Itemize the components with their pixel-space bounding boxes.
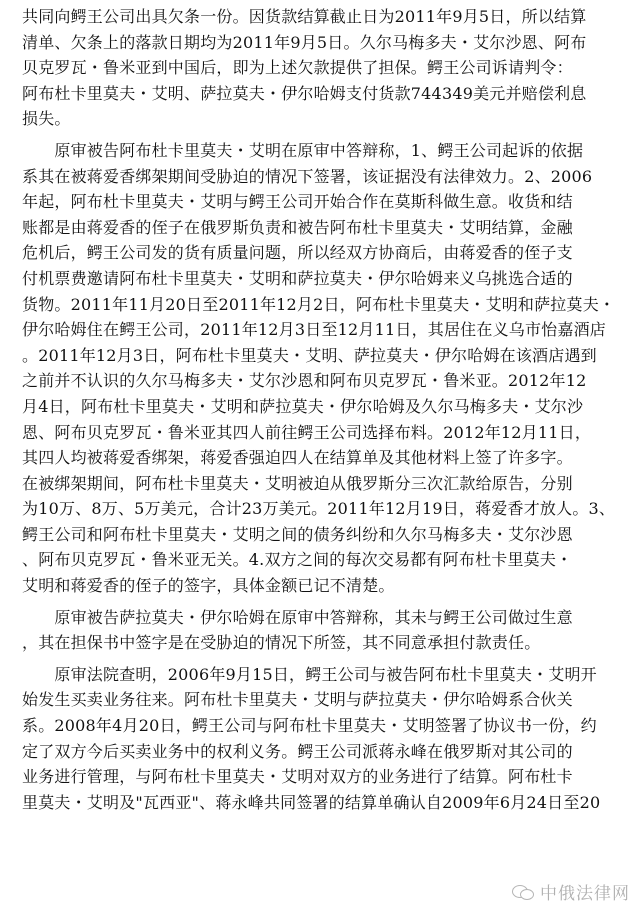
text-line: 恩、阿布贝克罗瓦・鲁米亚其四人前往鳄王公司选择布料。2012年12月11日， (22, 422, 592, 442)
text-line: 年起，阿布杜卡里莫夫・艾明与鳄王公司开始合作在莫斯科做生意。收货和结 (22, 192, 573, 212)
watermark-text: 中俄法律网 (540, 884, 630, 904)
text-line: 在被绑架期间，阿布杜卡里莫夫・艾明被迫从俄罗斯分三次汇款给原告，分别 (22, 473, 573, 493)
text-line: ，其在担保书中签字是在受胁迫的情况下所签，其不同意承担付款责任。 (22, 633, 541, 653)
document-body (22, 4, 622, 815)
text-line: 定了双方今后买卖业务中的权利义务。鳄王公司派蒋永峰在俄罗斯对其公司的 (22, 741, 573, 761)
text-line: 付机票费邀请阿布杜卡里莫夫・艾明和萨拉莫夫・伊尔哈姆来义乌挑选合适的 (22, 268, 573, 288)
text-line: 账都是由蒋爱香的侄子在俄罗斯负责和被告阿布杜卡里莫夫・艾明结算，金融 (22, 217, 573, 237)
text-line: 。2011年12月3日，阿布杜卡里莫夫・艾明、萨拉莫夫・伊尔哈姆在该酒店遇到 (22, 345, 597, 365)
text-line: 月4日，阿布杜卡里莫夫・艾明和萨拉莫夫・伊尔哈姆及久尔马梅多夫・艾尔沙 (22, 396, 584, 416)
text-line: 之前并不认识的久尔马梅多夫・艾尔沙恩和阿布贝克罗瓦・鲁米亚。2012年12 (22, 371, 587, 391)
text-line: 系其在被蒋爱香绑架期间受胁迫的情况下签署，该证据没有法律效力。2、2006 (22, 166, 593, 186)
chat-bubbles-icon (512, 883, 534, 901)
text-line: 阿布杜卡里莫夫・艾明、萨拉莫夫・伊尔哈姆支付货款744349美元并赔偿利息 (22, 83, 587, 103)
text-line: 原审法院查明，2006年9月15日，鳄王公司与被告阿布杜卡里莫夫・艾明开 (22, 664, 597, 684)
text-line: 业务进行管理，与阿布杜卡里莫夫・艾明对双方的业务进行了结算。阿布杜卡 (22, 767, 573, 787)
text-line: 伊尔哈姆住在鳄王公司，2011年12月3日至12月11日，其居住在义乌市怡嘉酒店 (22, 320, 606, 340)
text-line: 艾明和蒋爱香的侄子的签字，具体金额已记不清楚。 (22, 576, 395, 596)
text-line: 贝克罗瓦・鲁米亚到中国后，即为上述欠款提供了担保。鳄王公司诉请判令： (22, 58, 573, 78)
text-line: 共同向鳄王公司出具欠条一份。因货款结算截止日为2011年9月5日，所以结算 (22, 7, 587, 26)
text-line: 其四人均被蒋爱香绑架，蒋爱香强迫四人在结算单及其他材料上签了许多字。 (22, 448, 573, 468)
watermark (512, 879, 630, 904)
text-line: 清单、欠条上的落款日期均为2011年9月5日。久尔马梅多夫・艾尔沙恩、阿布 (22, 32, 587, 52)
text-line: 里莫夫・艾明及"瓦西亚"、蒋永峰共同签署的结算单确认自2009年6月24日至20 (22, 792, 601, 812)
text-line: 鳄王公司和阿布杜卡里莫夫・艾明之间的债务纠纷和久尔马梅多夫・艾尔沙恩 (22, 524, 573, 544)
text-line: 货物。2011年11月20日至2011年12月2日，阿布杜卡里莫夫・艾明和萨拉莫夫・ (22, 294, 616, 314)
text-line: 为10万、8万、5万美元，合计23万美元。2011年12月19日，蒋爱香才放人。3、 (22, 499, 616, 519)
text-line: 始发生买卖业务往来。阿布杜卡里莫夫・艾明与萨拉莫夫・伊尔哈姆系合伙关 (22, 690, 573, 710)
text-line: 危机后，鳄王公司发的货有质量问题，所以经双方协商后，由蒋爱香的侄子支 (22, 243, 573, 263)
text-line: 、阿布贝克罗瓦・鲁米亚无关。4.双方之间的每次交易都有阿布杜卡里莫夫・ (22, 550, 573, 570)
text-line: 损失。 (22, 109, 71, 129)
text-line: 系。2008年4月20日，鳄王公司与阿布杜卡里莫夫・艾明签署了协议书一份，约 (22, 716, 597, 736)
text-line: 原审被告萨拉莫夫・伊尔哈姆在原审中答辩称，其未与鳄王公司做过生意 (22, 607, 573, 627)
text-line: 原审被告阿布杜卡里莫夫・艾明在原审中答辩称，1、鳄王公司起诉的依据 (22, 140, 584, 160)
